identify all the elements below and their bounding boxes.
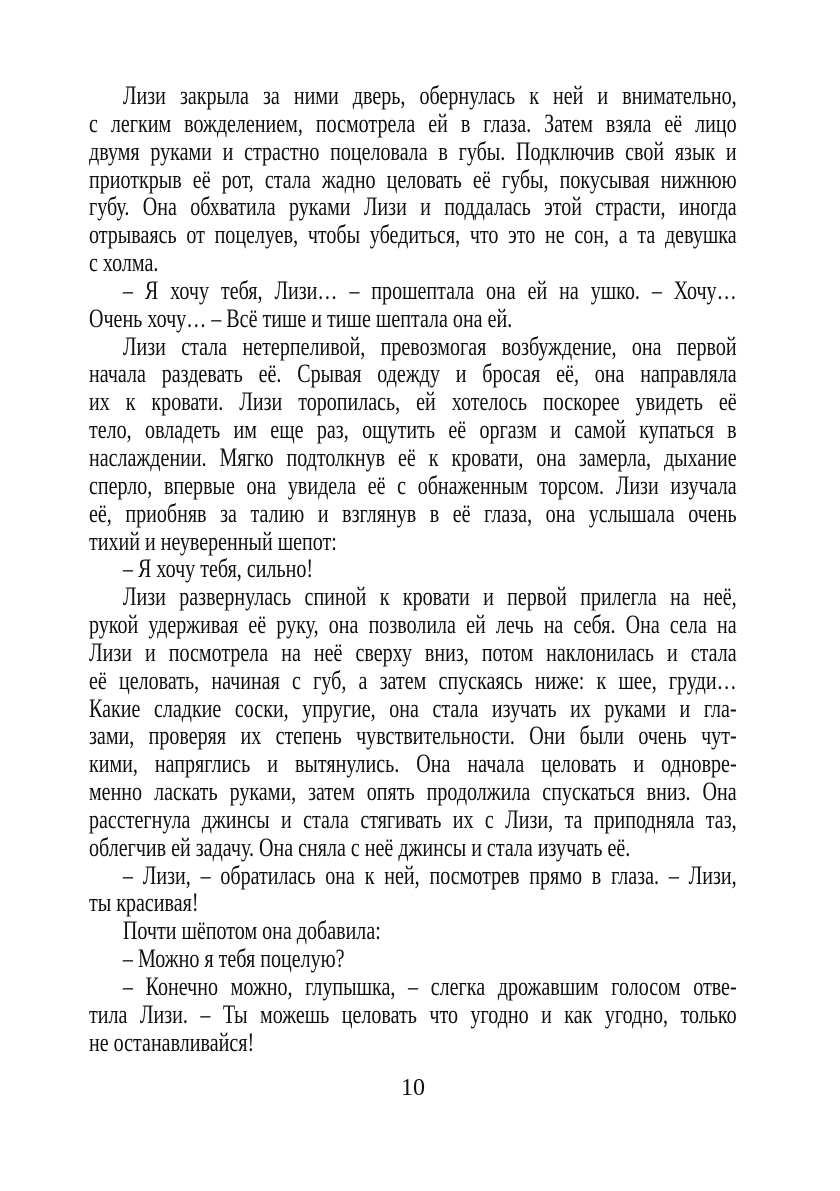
text-line: приоткрыв её рот, стала жадно целовать её губы, покусывая нижнюю	[89, 164, 737, 194]
text-line: – Я хочу тебя, Лизи… – прошептала она ей на ушко. – Хочу…	[122, 275, 737, 305]
text-line: с легким вожделением, посмотрела ей в глаза. Затем взяла её лицо	[89, 108, 737, 138]
text-line: не останавливайся!	[89, 1027, 255, 1057]
text-line: начала раздевать её. Срывая одежду и бросая её, она направляла	[89, 359, 737, 389]
text-line: отрываясь от поцелуев, чтобы убедиться, что это не сон, а та девушка	[89, 220, 737, 250]
text-line: – Конечно можно, глупышка, – слегка дрожавшим голосом отве-	[122, 972, 737, 1001]
text-line: двумя руками и страстно поцеловала в губы. Подключив свой язык и	[89, 136, 737, 166]
text-line: расстегнула джинсы и стала стягивать их с Лизи, та приподняла таз,	[89, 804, 737, 834]
text-line: тело, овладеть им еще раз, ощутить её оргазм и самой купаться в	[89, 415, 737, 445]
page-text-block	[89, 82, 737, 1057]
text-line: рукой удерживая её руку, она позволила ей лечь на себя. Она села на	[89, 610, 737, 640]
text-line: тила Лизи. – Ты можешь целовать что угодно и как угодно, только	[89, 999, 737, 1029]
text-line: ты красивая!	[89, 888, 199, 918]
text-line: Лизи и посмотрела на неё сверху вниз, потом наклонилась и стала	[89, 637, 737, 667]
text-line: Почти шёпотом она добавила:	[122, 916, 381, 946]
text-line: Лизи стала нетерпеливой, превозмогая возбуждение, она первой	[122, 331, 737, 361]
text-line: – Можно я тебя поцелую?	[122, 944, 345, 974]
text-line: – Лизи, – обратилась она к ней, посмотрев прямо в глаза. – Лизи,	[122, 860, 737, 890]
text-line: их к кровати. Лизи торопилась, ей хотелось поскорее увидеть её	[89, 387, 737, 417]
text-line: губу. Она обхватила руками Лизи и поддалась этой страсти, иногда	[89, 192, 737, 222]
text-line: наслаждении. Мягко подтолкнув её к кровати, она замерла, дыхание	[89, 442, 737, 472]
text-line: Очень хочу… – Всё тише и тише шептала она ей.	[89, 303, 513, 333]
text-line: Лизи закрыла за ними дверь, обернулась к ней и внимательно,	[122, 81, 737, 110]
text-line: кими, напряглись и вытянулись. Она начала целовать и одновре-	[89, 749, 737, 779]
page-number: 10	[401, 1075, 425, 1101]
text-line: её целовать, начиная с губ, а затем спускаясь ниже: к шее, груди…	[89, 665, 737, 695]
text-line: зами, проверяя их степень чувствительности. Они были очень чут-	[89, 721, 737, 751]
paragraphs-container	[89, 82, 737, 1057]
text-line: сперло, впервые она увидела её с обнаженным торсом. Лизи изучала	[89, 470, 737, 500]
text-line: с холма.	[89, 248, 159, 278]
text-line: облегчив ей задачу. Она сняла с неё джинсы и стала изучать её.	[89, 832, 631, 862]
text-line: – Я хочу тебя, сильно!	[122, 554, 314, 584]
text-line: менно ласкать руками, затем опять продолжила спускаться вниз. Она	[89, 777, 737, 807]
text-line: Какие сладкие соски, упругие, она стала изучать их руками и гла-	[89, 693, 737, 723]
text-line: Лизи развернулась спиной к кровати и первой прилегла на неё,	[122, 582, 737, 612]
text-line: её, приобняв за талию и взглянув в её глаза, она услышала очень	[89, 498, 737, 528]
text-line: тихий и неуверенный шепот:	[89, 526, 337, 556]
